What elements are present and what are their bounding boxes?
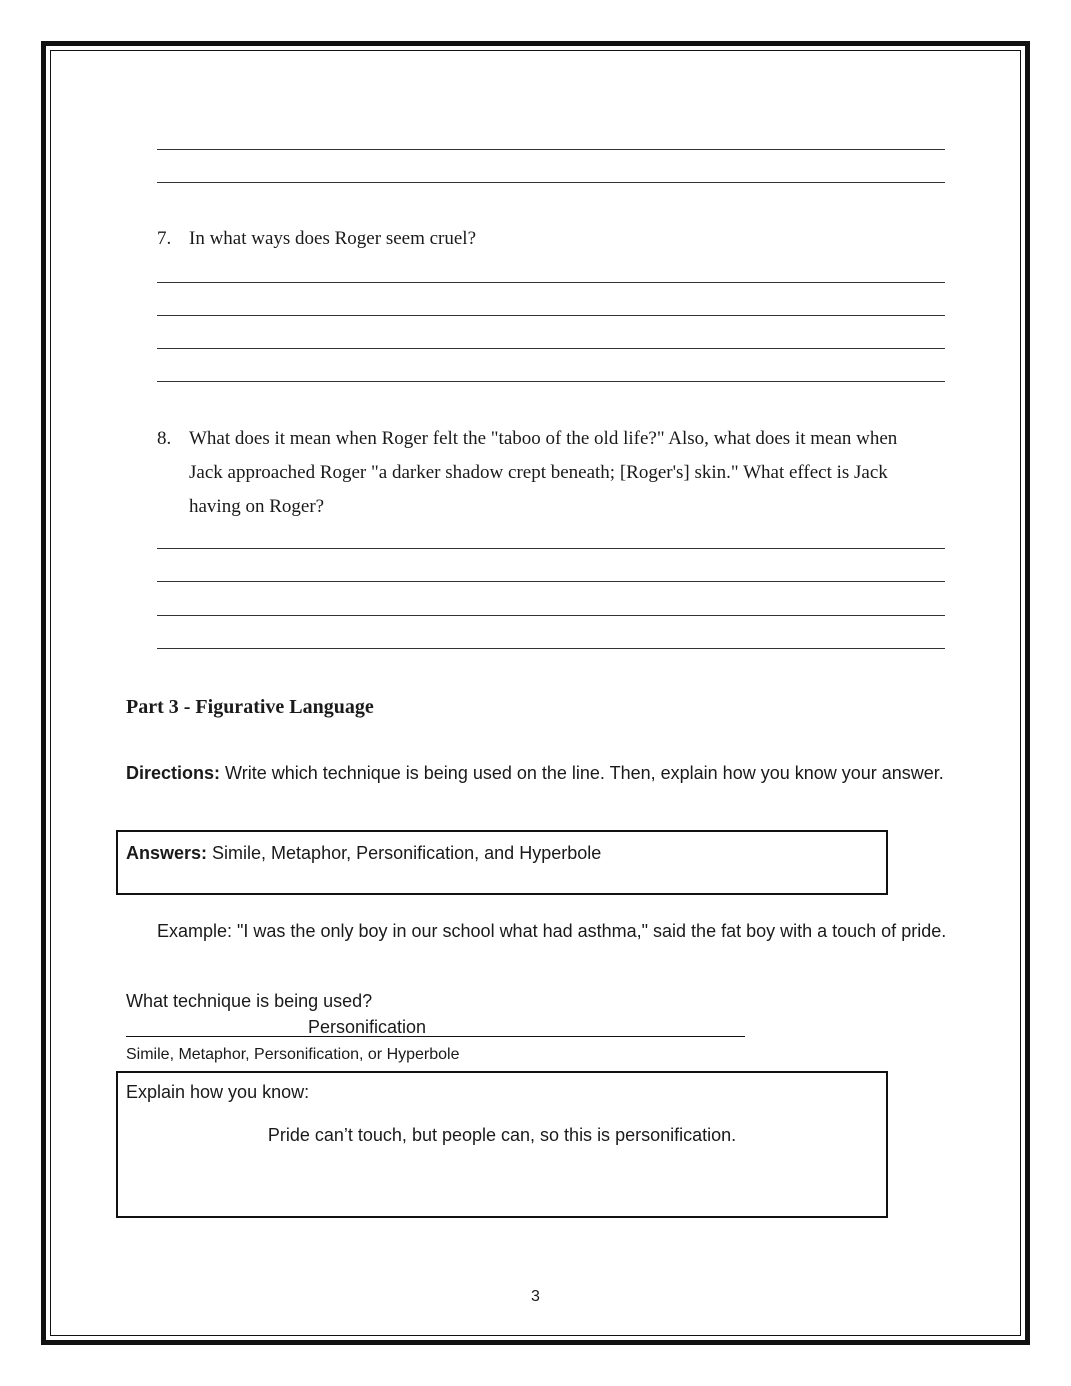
explain-label: Explain how you know: bbox=[126, 1082, 310, 1102]
question-text: In what ways does Roger seem cruel? bbox=[189, 228, 477, 249]
question-number: 7. bbox=[157, 228, 172, 249]
answer-line[interactable] bbox=[157, 315, 945, 316]
answer-line[interactable] bbox=[157, 648, 945, 649]
answer-line[interactable] bbox=[157, 282, 945, 283]
answer-line[interactable] bbox=[157, 348, 945, 349]
example-text: Example: "I was the only boy in our school what had asthma," said the fat boy with a touch of pride. bbox=[157, 921, 947, 941]
directions-label: Directions: bbox=[126, 763, 221, 783]
answer-line[interactable] bbox=[157, 149, 945, 150]
technique-answer-line[interactable] bbox=[126, 1036, 745, 1037]
question-text: What does it mean when Roger felt the "taboo of the old life?" Also, what does it mean when Jack approached Roger "a darker shadow crept beneath; [Roger's] skin." What effect is Jack having on Roger? bbox=[189, 428, 898, 517]
directions-text: Write which technique is being used on the line. Then, explain how you know your answer. bbox=[220, 763, 944, 783]
page-number: 3 bbox=[531, 1288, 540, 1305]
question-number: 8. bbox=[157, 428, 172, 449]
answers-text bbox=[126, 840, 876, 866]
answer-line[interactable] bbox=[157, 548, 945, 549]
technique-options: Simile, Metaphor, Personification, or Hyperbole bbox=[126, 1046, 460, 1063]
answers-label: Answers: bbox=[126, 843, 208, 863]
technique-prompt: What technique is being used? bbox=[126, 991, 373, 1011]
directions bbox=[126, 760, 946, 786]
answer-line[interactable] bbox=[157, 581, 945, 582]
explain-answer[interactable]: Pride can’t touch, but people can, so this is personification. bbox=[267, 1125, 737, 1145]
section-heading: Part 3 - Figurative Language bbox=[126, 696, 374, 718]
answers-list: Simile, Metaphor, Personification, and Hyperbole bbox=[207, 843, 602, 863]
answer-line[interactable] bbox=[157, 615, 945, 616]
answer-line[interactable] bbox=[157, 381, 945, 382]
answer-line[interactable] bbox=[157, 182, 945, 183]
technique-answer[interactable]: Personification bbox=[308, 1017, 427, 1037]
